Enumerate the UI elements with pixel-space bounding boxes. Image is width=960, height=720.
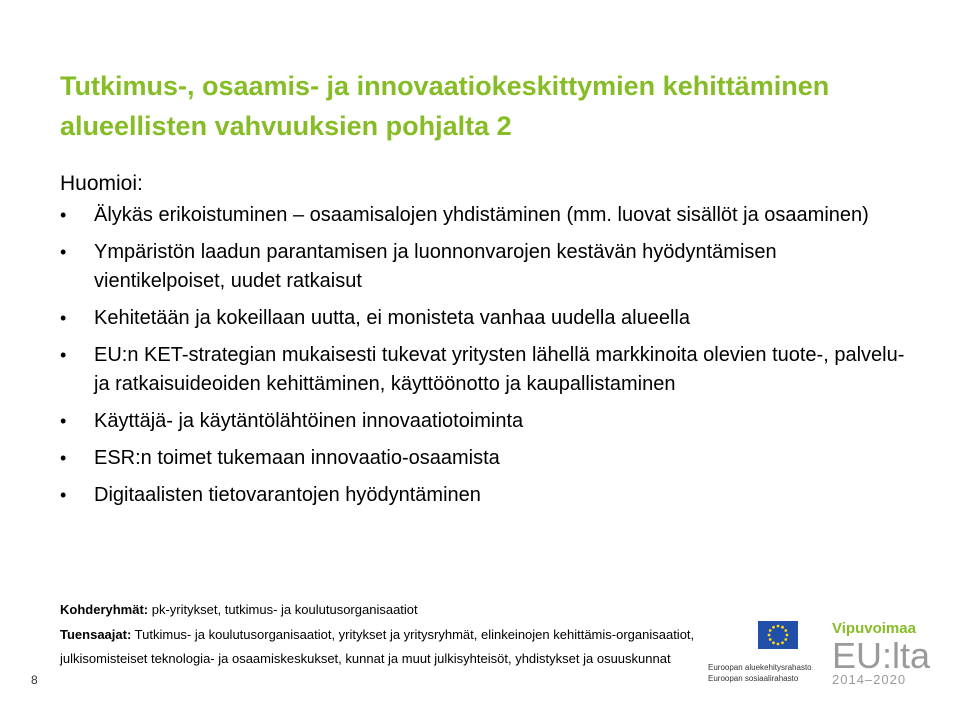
bullet-icon: • — [60, 345, 67, 365]
eu-stars-icon — [758, 621, 798, 649]
page-number: 8 — [31, 673, 38, 687]
bullet-list — [58, 201, 908, 510]
list-item — [58, 444, 908, 473]
vipuvoimaa-logo-years: 2014–2020 — [832, 672, 907, 687]
bullet-icon: • — [60, 485, 67, 505]
slide-title: Tutkimus-, osaamis- ja innovaatiokeskittymien kehittäminen alueellisten vahvuuksien pohjalta 2 — [60, 71, 830, 141]
recipients-text-2: julkisomisteiset teknologia- ja osaamiskeskukset, kunnat ja muut julkisyhteisöt, yhdistykset ja osuuskunnat — [60, 651, 671, 666]
recipients-label: Tuensaajat: — [60, 627, 132, 642]
bullet-icon: • — [60, 411, 67, 431]
footer-recipients — [60, 627, 694, 643]
list-item-text: ESR:n toimet tukemaan innovaatio-osaamista — [94, 447, 500, 469]
list-item — [58, 238, 908, 296]
target-groups-label: Kohderyhmät: — [60, 602, 149, 617]
bullet-icon: • — [60, 205, 67, 225]
bullet-icon: • — [60, 448, 67, 468]
list-item-text: Digitaalisten tietovarantojen hyödyntäminen — [94, 484, 481, 506]
footer-target-groups — [60, 602, 418, 618]
eu-fund-line-1: Euroopan aluekehitysrahasto — [708, 663, 812, 672]
eu-fund-line-2: Euroopan sosiaalirahasto — [708, 674, 799, 683]
list-item — [58, 201, 908, 230]
bullet-icon: • — [60, 242, 67, 262]
footer-recipients-continued — [60, 651, 671, 667]
list-item — [58, 407, 908, 436]
list-item — [58, 304, 908, 333]
list-item-text: Käyttäjä- ja käytäntölähtöinen innovaatiotoiminta — [94, 410, 524, 432]
recipients-text: Tutkimus- ja koulutusorganisaatiot, yritykset ja yritysryhmät, elinkeinojen kehittämis-organisaatiot, — [134, 627, 695, 642]
intro-text: Huomioi: — [60, 172, 143, 195]
list-item-text: Älykäs erikoistuminen – osaamisalojen yhdistäminen (mm. luovat sisällöt ja osaaminen) — [94, 204, 869, 226]
vipuvoimaa-logo-eu: EU:lta — [832, 635, 931, 676]
target-groups-text: pk-yritykset, tutkimus- ja koulutusorganisaatiot — [151, 602, 418, 617]
list-item-text: Ympäristön laadun parantamisen ja luonnonvarojen kestävän hyödyntämisen vientikelpoiset, uudet ratkaisut — [94, 241, 777, 292]
list-item-text: Kehitetään ja kokeillaan uutta, ei monisteta vanhaa uudella alueella — [94, 307, 690, 329]
list-item — [58, 341, 908, 399]
eu-flag-icon — [758, 621, 798, 649]
vipuvoimaa-logo-title: Vipuvoimaa — [832, 620, 916, 637]
bullet-icon: • — [60, 308, 67, 328]
eu-funds-logo-text — [708, 662, 812, 684]
list-item — [58, 481, 908, 510]
list-item-text: EU:n KET-strategian mukaisesti tukevat yritysten lähellä markkinoita olevien tuote-, palvelu- ja ratkaisuideoiden kehittäminen, käyttöönotto ja kaupallistaminen — [94, 344, 905, 395]
